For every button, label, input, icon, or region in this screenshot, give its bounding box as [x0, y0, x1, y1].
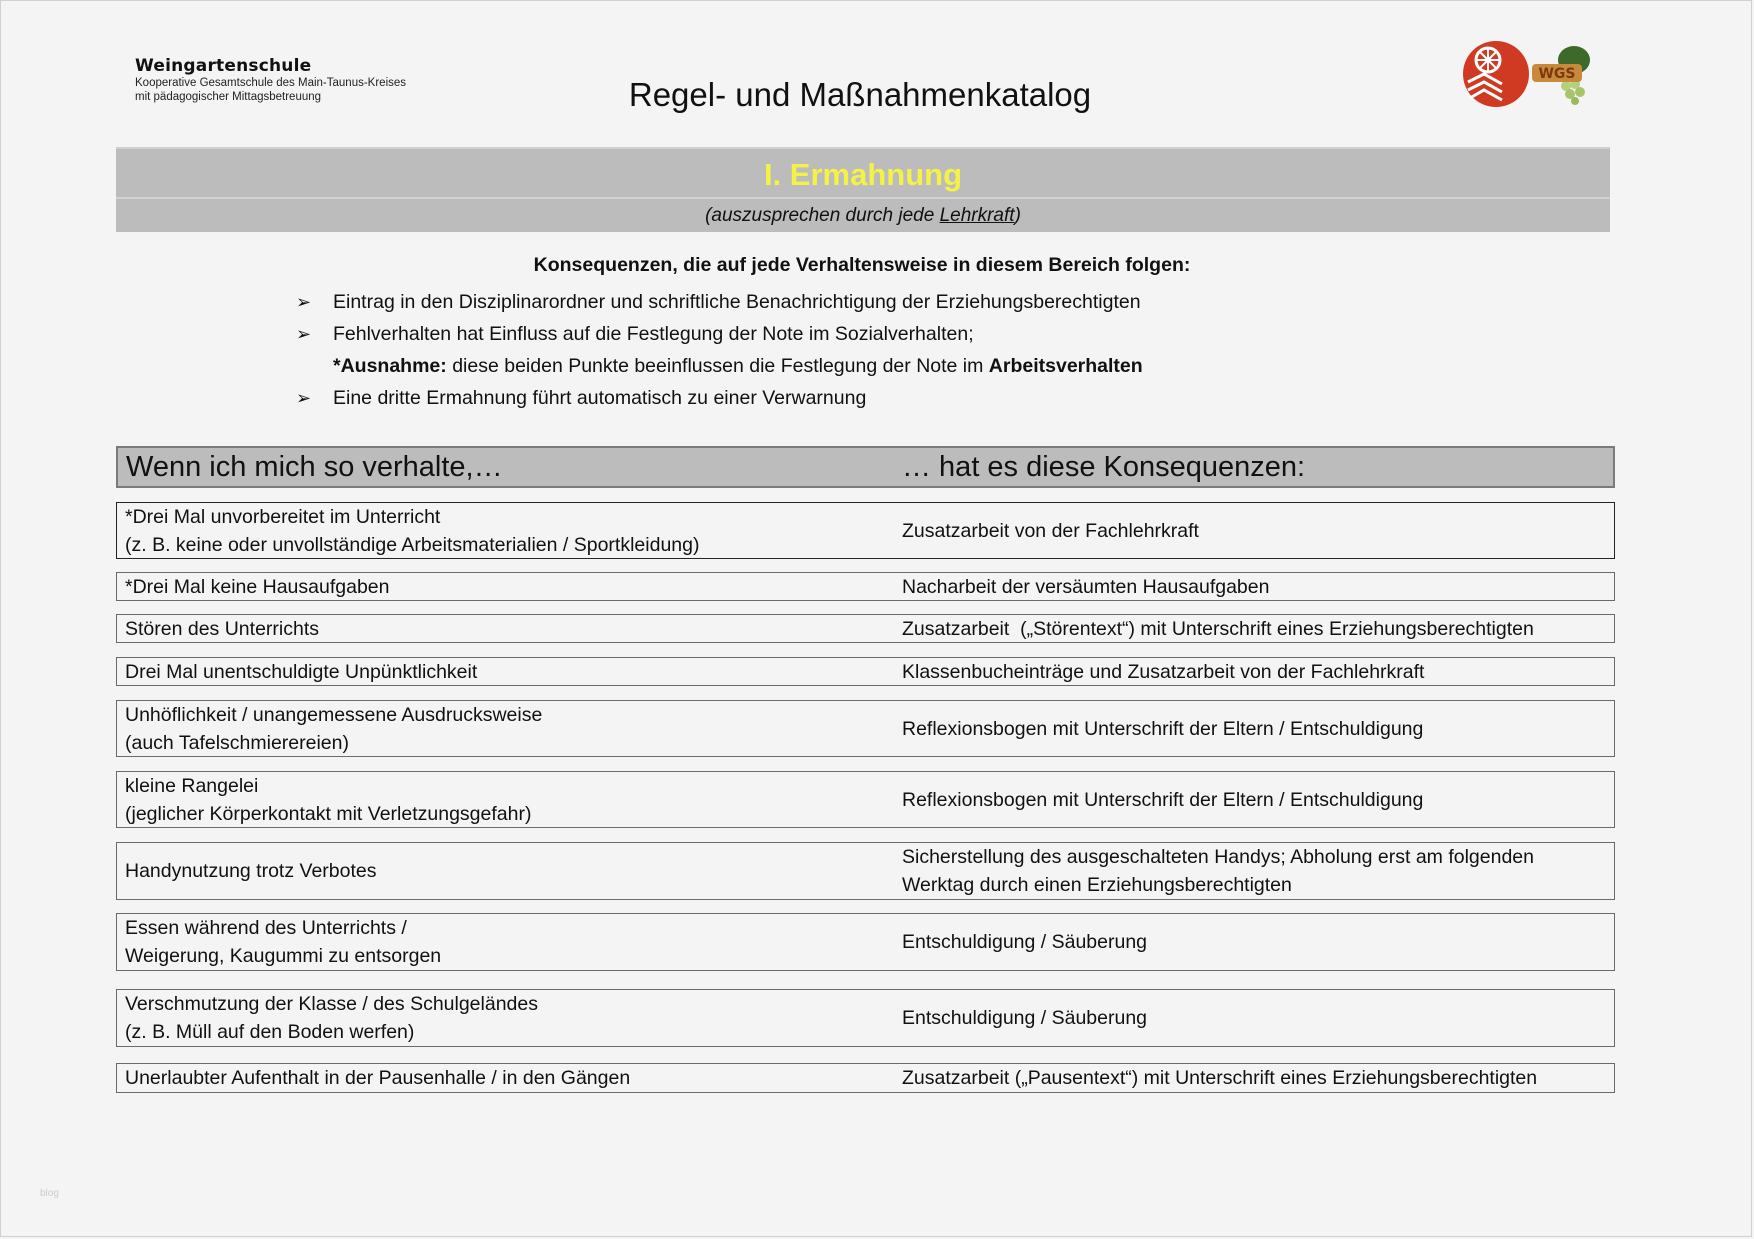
consequence-cell: Klassenbucheinträge und Zusatzarbeit von der Fachlehrkraft — [902, 660, 1425, 683]
table-row — [116, 771, 1615, 828]
bullet-text: Fehlverhalten hat Einfluss auf die Festlegung der Note im Sozialverhalten; — [333, 323, 974, 345]
section-title: I. Ermahnung — [116, 147, 1610, 199]
bullet-text: Eine dritte Ermahnung führt automatisch zu einer Verwarnung — [333, 387, 867, 409]
exception-text: diese beiden Punkte beeinflussen die Festlegung der Note im — [446, 355, 989, 377]
arrowhead-bullet-icon: ➢ — [296, 292, 312, 312]
school-subtitle-2: mit pädagogischer Mittagsbetreuung — [135, 91, 322, 103]
table-row — [116, 657, 1615, 686]
consequences-heading: Konsequenzen, die auf jede Verhaltensweise in diesem Bereich folgen: — [533, 254, 1191, 276]
exception-bold: Arbeitsverhalten — [988, 355, 1143, 377]
section-subtitle — [116, 199, 1610, 232]
subtitle-prefix: (auszusprechen durch jede — [705, 205, 940, 226]
behavior-cell: Handynutzung trotz Verbotes — [125, 860, 377, 882]
behavior-cell: kleine Rangelei (jeglicher Körperkontakt mit Verletzungsgefahr) — [125, 774, 532, 825]
table-row — [116, 1063, 1615, 1093]
school-header — [135, 56, 406, 104]
school-logos — [1462, 38, 1597, 110]
behavior-cell: Stören des Unterrichts — [125, 617, 320, 640]
consequence-cell: Reflexionsbogen mit Unterschrift der Eltern / Entschuldigung — [902, 788, 1424, 811]
consequence-cell: Entschuldigung / Säuberung — [902, 931, 1148, 953]
bullet-text: Eintrag in den Disziplinarordner und schriftliche Benachrichtigung der Erziehungsberechtigten — [333, 291, 1141, 313]
subtitle-suffix: ) — [1014, 205, 1021, 226]
consequence-cell: Sicherstellung des ausgeschalteten Handys; Abholung erst am folgenden Werktag durch einen Erziehungsberechtigten — [902, 846, 1534, 896]
section-header-band — [116, 147, 1610, 232]
svg-text:WGS: WGS — [1538, 66, 1576, 82]
wgs-grapes-logo-icon — [1532, 46, 1590, 105]
behavior-cell: Drei Mal unentschuldigte Unpünktlichkeit — [125, 660, 478, 683]
consequences-list — [296, 286, 1143, 414]
table-header — [116, 446, 1615, 488]
consequence-cell: Reflexionsbogen mit Unterschrift der Eltern / Entschuldigung — [902, 717, 1424, 740]
subtitle-link-lehrkraft: Lehrkraft — [939, 205, 1015, 226]
arrowhead-bullet-icon: ➢ — [296, 388, 312, 408]
table-row — [116, 913, 1615, 971]
exception-note — [296, 350, 1143, 382]
behavior-cell: Essen während des Unterrichts / Weigerung, Kaugummi zu entsorgen — [125, 917, 442, 967]
document-title: Regel- und Maßnahmenkatalog — [628, 76, 1092, 113]
behavior-cell: *Drei Mal unvorbereitet im Unterricht (z. B. keine oder unvollständige Arbeitsmaterialien / Sportkleidung) — [125, 505, 700, 556]
consequence-cell: Entschuldigung / Säuberung — [902, 1007, 1148, 1029]
consequence-cell: Zusatzarbeit von der Fachlehrkraft — [902, 519, 1199, 542]
wheel-crest-logo-icon — [1463, 41, 1529, 107]
behavior-cell: Unhöflichkeit / unangemessene Ausdrucksweise (auch Tafelschmierereien) — [125, 703, 543, 754]
consequence-cell: Nacharbeit der versäumten Hausaufgaben — [902, 575, 1270, 598]
table-row — [116, 614, 1615, 643]
table-row — [116, 502, 1615, 559]
school-subtitle-1: Kooperative Gesamtschule des Main-Taunus-Kreises — [135, 77, 407, 89]
watermark: blog — [40, 1188, 59, 1199]
arrowhead-bullet-icon: ➢ — [296, 324, 312, 344]
header-behavior: Wenn ich mich so verhalte,… — [126, 451, 503, 483]
table-row — [116, 700, 1615, 757]
consequence-cell: Zusatzarbeit („Störentext“) mit Unterschrift eines Erziehungsberechtigten — [902, 617, 1534, 640]
behavior-cell: Verschmutzung der Klasse / des Schulgeländes (z. B. Müll auf den Boden werfen) — [125, 993, 538, 1043]
table-row — [116, 842, 1615, 900]
consequence-bullet — [296, 318, 1143, 350]
behavior-cell: Unerlaubter Aufenthalt in der Pausenhalle / in den Gängen — [125, 1067, 631, 1089]
consequence-cell: Zusatzarbeit („Pausentext“) mit Unterschrift eines Erziehungsberechtigten — [902, 1067, 1538, 1089]
consequence-bullet — [296, 286, 1143, 318]
behavior-cell: *Drei Mal keine Hausaufgaben — [125, 575, 390, 598]
table-row — [116, 572, 1615, 601]
consequence-bullet — [296, 382, 1143, 414]
header-consequence: … hat es diese Konsequenzen: — [902, 451, 1306, 483]
table-row — [116, 989, 1615, 1047]
school-name: Weingartenschule — [135, 56, 312, 76]
exception-label: *Ausnahme: — [333, 355, 447, 377]
